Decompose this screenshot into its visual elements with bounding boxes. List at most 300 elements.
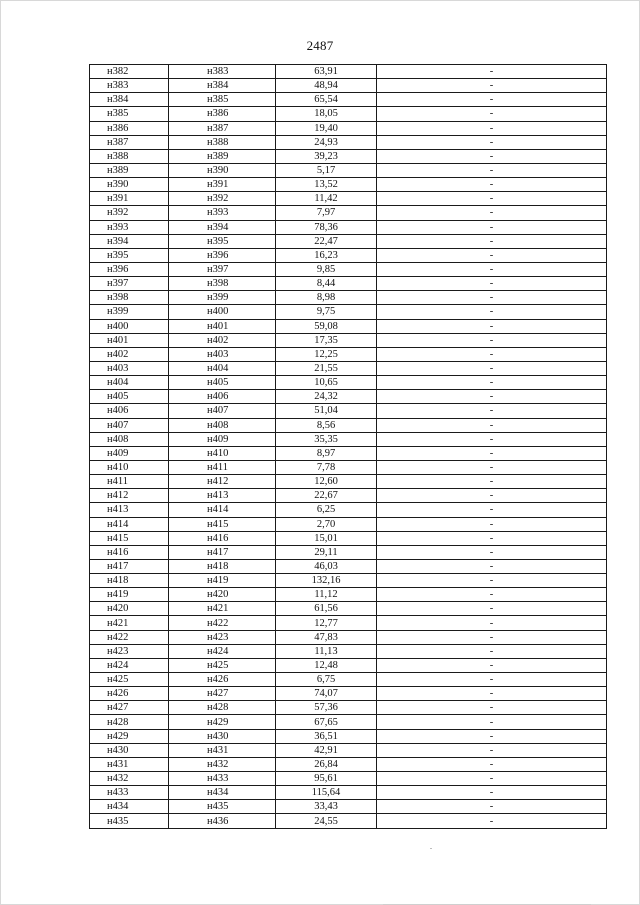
table-row	[90, 347, 607, 361]
segment-length: 39,23	[276, 149, 377, 163]
point-to: н400	[207, 306, 229, 318]
point-to-cell	[169, 135, 276, 149]
segment-length: 51,04	[276, 404, 377, 418]
point-to: н432	[207, 758, 229, 770]
point-to: н396	[207, 249, 229, 261]
segment-note: -	[377, 701, 607, 715]
point-from: н385	[90, 107, 169, 121]
point-to-cell	[169, 658, 276, 672]
point-to: н431	[207, 744, 229, 756]
segment-length: 16,23	[276, 248, 377, 262]
point-from: н411	[90, 475, 169, 489]
point-to-cell	[169, 701, 276, 715]
page-number: 2487	[306, 38, 334, 53]
point-to-cell	[169, 220, 276, 234]
segment-note: -	[377, 376, 607, 390]
table-row	[90, 489, 607, 503]
point-from: н406	[90, 404, 169, 418]
point-from: н412	[90, 489, 169, 503]
point-to: н418	[207, 560, 229, 572]
segment-note: -	[377, 658, 607, 672]
point-to: н428	[207, 702, 229, 714]
table-row	[90, 503, 607, 517]
segment-note: -	[377, 630, 607, 644]
table-row	[90, 786, 607, 800]
segment-length: 7,78	[276, 460, 377, 474]
segment-length: 42,91	[276, 743, 377, 757]
table-row	[90, 772, 607, 786]
segment-note: -	[377, 475, 607, 489]
table-row	[90, 390, 607, 404]
point-from: н427	[90, 701, 169, 715]
segment-length: 2,70	[276, 517, 377, 531]
segment-length: 95,61	[276, 772, 377, 786]
point-to-cell	[169, 333, 276, 347]
segment-length: 63,91	[276, 65, 377, 79]
segment-note: -	[377, 460, 607, 474]
point-to: н410	[207, 447, 229, 459]
table-row	[90, 333, 607, 347]
point-from: н408	[90, 432, 169, 446]
boundary-points-table	[89, 64, 607, 829]
table-row	[90, 545, 607, 559]
point-from: н402	[90, 347, 169, 361]
segment-note: -	[377, 347, 607, 361]
point-to: н413	[207, 490, 229, 502]
segment-note: -	[377, 715, 607, 729]
segment-note: -	[377, 206, 607, 220]
point-to-cell	[169, 503, 276, 517]
table-row	[90, 729, 607, 743]
point-from: н393	[90, 220, 169, 234]
point-to-cell	[169, 602, 276, 616]
point-to: н393	[207, 207, 229, 219]
point-to-cell	[169, 149, 276, 163]
table-row	[90, 149, 607, 163]
table-row	[90, 757, 607, 771]
point-to: н399	[207, 292, 229, 304]
table-row	[90, 644, 607, 658]
segment-length: 36,51	[276, 729, 377, 743]
point-to: н405	[207, 377, 229, 389]
point-to-cell	[169, 93, 276, 107]
point-to: н427	[207, 688, 229, 700]
point-from: н389	[90, 163, 169, 177]
scan-speck	[430, 848, 432, 849]
point-from: н392	[90, 206, 169, 220]
segment-note: -	[377, 262, 607, 276]
point-to: н435	[207, 801, 229, 813]
segment-length: 12,77	[276, 616, 377, 630]
point-to: н421	[207, 603, 229, 615]
point-to-cell	[169, 786, 276, 800]
table-row	[90, 517, 607, 531]
point-to: н430	[207, 730, 229, 742]
point-to: н422	[207, 617, 229, 629]
point-to-cell	[169, 404, 276, 418]
point-from: н397	[90, 277, 169, 291]
segment-note: -	[377, 277, 607, 291]
point-from: н428	[90, 715, 169, 729]
point-to: н387	[207, 122, 229, 134]
segment-length: 8,56	[276, 418, 377, 432]
segment-length: 22,47	[276, 234, 377, 248]
point-to-cell	[169, 757, 276, 771]
segment-note: -	[377, 743, 607, 757]
point-from: н399	[90, 305, 169, 319]
segment-length: 33,43	[276, 800, 377, 814]
segment-note: -	[377, 404, 607, 418]
segment-note: -	[377, 729, 607, 743]
segment-note: -	[377, 757, 607, 771]
segment-note: -	[377, 432, 607, 446]
point-to: н415	[207, 518, 229, 530]
table-row	[90, 743, 607, 757]
point-to-cell	[169, 687, 276, 701]
point-from: н433	[90, 786, 169, 800]
segment-note: -	[377, 291, 607, 305]
segment-length: 12,48	[276, 658, 377, 672]
segment-length: 10,65	[276, 376, 377, 390]
segment-length: 29,11	[276, 545, 377, 559]
point-to: н397	[207, 264, 229, 276]
point-from: н387	[90, 135, 169, 149]
point-from: н398	[90, 291, 169, 305]
point-to-cell	[169, 432, 276, 446]
segment-length: 19,40	[276, 121, 377, 135]
table-row	[90, 446, 607, 460]
point-to: н417	[207, 546, 229, 558]
point-to-cell	[169, 489, 276, 503]
point-to-cell	[169, 814, 276, 828]
table-row	[90, 800, 607, 814]
table-row	[90, 404, 607, 418]
point-to-cell	[169, 163, 276, 177]
table-row	[90, 135, 607, 149]
segment-length: 6,25	[276, 503, 377, 517]
point-to-cell	[169, 772, 276, 786]
point-to-cell	[169, 418, 276, 432]
segment-note: -	[377, 531, 607, 545]
table-row	[90, 418, 607, 432]
point-to-cell	[169, 800, 276, 814]
point-from: н421	[90, 616, 169, 630]
point-from: н430	[90, 743, 169, 757]
segment-note: -	[377, 814, 607, 828]
point-from: н407	[90, 418, 169, 432]
segment-note: -	[377, 517, 607, 531]
segment-length: 12,60	[276, 475, 377, 489]
segment-note: -	[377, 800, 607, 814]
segment-note: -	[377, 574, 607, 588]
table-row	[90, 616, 607, 630]
segment-length: 8,98	[276, 291, 377, 305]
segment-length: 11,42	[276, 192, 377, 206]
point-to-cell	[169, 234, 276, 248]
point-to-cell	[169, 673, 276, 687]
table-row	[90, 531, 607, 545]
segment-length: 65,54	[276, 93, 377, 107]
point-to: н409	[207, 433, 229, 445]
point-to: н425	[207, 659, 229, 671]
point-to-cell	[169, 206, 276, 220]
segment-length: 48,94	[276, 79, 377, 93]
segment-note: -	[377, 121, 607, 135]
segment-note: -	[377, 305, 607, 319]
segment-note: -	[377, 93, 607, 107]
table-row	[90, 79, 607, 93]
point-from: н382	[90, 65, 169, 79]
point-from: н404	[90, 376, 169, 390]
segment-length: 78,36	[276, 220, 377, 234]
point-to: н401	[207, 320, 229, 332]
point-to-cell	[169, 291, 276, 305]
table-row	[90, 220, 607, 234]
table-row	[90, 192, 607, 206]
segment-length: 24,32	[276, 390, 377, 404]
point-to: н420	[207, 589, 229, 601]
table-row	[90, 701, 607, 715]
point-to: н403	[207, 348, 229, 360]
point-from: н414	[90, 517, 169, 531]
table-row	[90, 432, 607, 446]
point-from: н386	[90, 121, 169, 135]
point-from: н419	[90, 588, 169, 602]
segment-note: -	[377, 149, 607, 163]
point-to-cell	[169, 277, 276, 291]
segment-length: 18,05	[276, 107, 377, 121]
table-row	[90, 305, 607, 319]
point-to-cell	[169, 121, 276, 135]
point-from: н388	[90, 149, 169, 163]
segment-length: 22,67	[276, 489, 377, 503]
table-row	[90, 460, 607, 474]
point-from: н391	[90, 192, 169, 206]
point-to: н386	[207, 108, 229, 120]
point-to: н411	[207, 462, 228, 473]
segment-note: -	[377, 234, 607, 248]
segment-note: -	[377, 772, 607, 786]
point-from: н405	[90, 390, 169, 404]
point-to-cell	[169, 262, 276, 276]
point-to-cell	[169, 319, 276, 333]
point-to-cell	[169, 743, 276, 757]
point-to: н419	[207, 575, 229, 587]
point-from: н418	[90, 574, 169, 588]
table-row	[90, 673, 607, 687]
point-to: н391	[207, 179, 229, 191]
point-to-cell	[169, 361, 276, 375]
point-from: н410	[90, 460, 169, 474]
segment-length: 8,97	[276, 446, 377, 460]
segment-length: 24,93	[276, 135, 377, 149]
point-from: н415	[90, 531, 169, 545]
point-from: н429	[90, 729, 169, 743]
table-row	[90, 178, 607, 192]
point-from: н416	[90, 545, 169, 559]
point-to-cell	[169, 517, 276, 531]
table-row	[90, 262, 607, 276]
point-from: н413	[90, 503, 169, 517]
table-row	[90, 206, 607, 220]
point-to: н390	[207, 165, 229, 177]
segment-note: -	[377, 65, 607, 79]
point-to: н436	[207, 815, 229, 827]
table-row	[90, 163, 607, 177]
point-to-cell	[169, 729, 276, 743]
table-row	[90, 121, 607, 135]
segment-note: -	[377, 673, 607, 687]
segment-note: -	[377, 418, 607, 432]
table-row	[90, 291, 607, 305]
table-row	[90, 248, 607, 262]
point-to: н408	[207, 419, 229, 431]
segment-note: -	[377, 107, 607, 121]
segment-note: -	[377, 503, 607, 517]
table-row	[90, 658, 607, 672]
segment-note: -	[377, 319, 607, 333]
segment-length: 24,55	[276, 814, 377, 828]
point-to-cell	[169, 107, 276, 121]
point-to-cell	[169, 79, 276, 93]
point-to-cell	[169, 559, 276, 573]
point-to: н384	[207, 80, 229, 92]
point-to-cell	[169, 715, 276, 729]
segment-length: 13,52	[276, 178, 377, 192]
point-to: н389	[207, 150, 229, 162]
table-row	[90, 559, 607, 573]
point-to-cell	[169, 475, 276, 489]
point-from: н423	[90, 644, 169, 658]
table-row	[90, 361, 607, 375]
point-to-cell	[169, 644, 276, 658]
point-to: н426	[207, 674, 229, 686]
point-to: н429	[207, 716, 229, 728]
point-to: н388	[207, 136, 229, 148]
segment-length: 67,65	[276, 715, 377, 729]
point-to: н395	[207, 235, 229, 247]
segment-length: 9,75	[276, 305, 377, 319]
point-to-cell	[169, 531, 276, 545]
point-to: н402	[207, 334, 229, 346]
segment-note: -	[377, 559, 607, 573]
segment-length: 11,12	[276, 588, 377, 602]
point-from: н394	[90, 234, 169, 248]
segment-length: 17,35	[276, 333, 377, 347]
point-to-cell	[169, 347, 276, 361]
segment-length: 35,35	[276, 432, 377, 446]
point-from: н409	[90, 446, 169, 460]
segment-note: -	[377, 588, 607, 602]
point-to: н404	[207, 363, 229, 375]
point-from: н384	[90, 93, 169, 107]
segment-length: 47,83	[276, 630, 377, 644]
table-row	[90, 574, 607, 588]
table-row	[90, 376, 607, 390]
table-row	[90, 277, 607, 291]
point-from: н395	[90, 248, 169, 262]
point-to-cell	[169, 574, 276, 588]
segment-note: -	[377, 163, 607, 177]
segment-length: 9,85	[276, 262, 377, 276]
table-row	[90, 588, 607, 602]
table-row	[90, 602, 607, 616]
segment-note: -	[377, 545, 607, 559]
segment-length: 61,56	[276, 602, 377, 616]
point-to: н424	[207, 645, 229, 657]
segment-length: 57,36	[276, 701, 377, 715]
segment-length: 8,44	[276, 277, 377, 291]
segment-note: -	[377, 390, 607, 404]
point-to: н416	[207, 532, 229, 544]
table-row	[90, 475, 607, 489]
point-to: н394	[207, 221, 229, 233]
point-to-cell	[169, 390, 276, 404]
point-to-cell	[169, 376, 276, 390]
segment-length: 11,13	[276, 644, 377, 658]
table-row	[90, 630, 607, 644]
segment-length: 59,08	[276, 319, 377, 333]
segment-length: 15,01	[276, 531, 377, 545]
segment-note: -	[377, 220, 607, 234]
segment-length: 46,03	[276, 559, 377, 573]
segment-length: 132,16	[276, 574, 377, 588]
table-row	[90, 234, 607, 248]
point-to-cell	[169, 460, 276, 474]
point-to-cell	[169, 446, 276, 460]
point-from: н383	[90, 79, 169, 93]
point-from: н435	[90, 814, 169, 828]
point-from: н426	[90, 687, 169, 701]
segment-note: -	[377, 248, 607, 262]
point-to-cell	[169, 588, 276, 602]
point-to: н383	[207, 66, 229, 78]
segment-length: 5,17	[276, 163, 377, 177]
table-row	[90, 715, 607, 729]
point-to-cell	[169, 248, 276, 262]
point-to-cell	[169, 630, 276, 644]
table-row	[90, 107, 607, 121]
point-to: н423	[207, 631, 229, 643]
segment-note: -	[377, 489, 607, 503]
point-to-cell	[169, 65, 276, 79]
segment-length: 26,84	[276, 757, 377, 771]
point-to: н385	[207, 94, 229, 106]
point-from: н424	[90, 658, 169, 672]
table-row	[90, 319, 607, 333]
point-to: н434	[207, 787, 229, 799]
segment-note: -	[377, 687, 607, 701]
point-to: н412	[207, 476, 229, 488]
point-from: н432	[90, 772, 169, 786]
segment-note: -	[377, 644, 607, 658]
point-from: н396	[90, 262, 169, 276]
segment-length: 115,64	[276, 786, 377, 800]
segment-note: -	[377, 361, 607, 375]
point-to-cell	[169, 178, 276, 192]
table-body	[90, 65, 607, 829]
table-row	[90, 93, 607, 107]
segment-note: -	[377, 135, 607, 149]
point-from: н425	[90, 673, 169, 687]
point-from: н417	[90, 559, 169, 573]
point-from: н401	[90, 333, 169, 347]
point-to-cell	[169, 192, 276, 206]
point-to-cell	[169, 305, 276, 319]
point-to: н433	[207, 773, 229, 785]
segment-length: 12,25	[276, 347, 377, 361]
table-row	[90, 814, 607, 828]
